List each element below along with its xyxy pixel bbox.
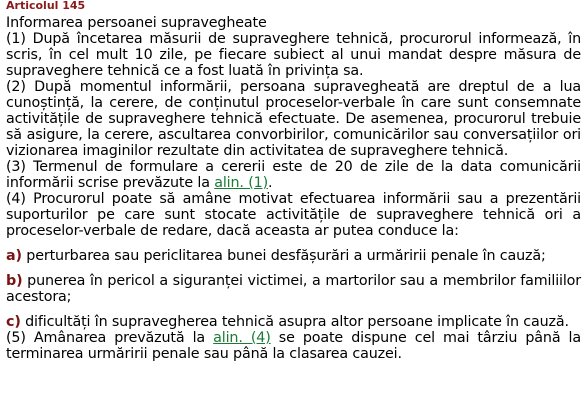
paragraph-3 xyxy=(6,159,581,191)
paragraph-5-text: (5) Amânarea prevăzută la xyxy=(6,330,214,346)
paragraph-1: (1) După încetarea măsurii de supraveghere tehnică, procurorul informează, în scris, în cel mult 10 zile, pe fiecare subiect al unui mandat despre măsura de supraveghere tehnică ce a fost luată în privința sa. xyxy=(6,31,581,79)
article-page xyxy=(6,0,581,362)
list-item-b-letter: b) xyxy=(6,273,23,289)
paragraph-3-text: (3) Termenul de formulare a cererii este de 20 de zile de la data comunicării informării scrise prevăzute la xyxy=(6,159,581,191)
paragraph-5 xyxy=(6,330,581,362)
list-item-c-letter: c) xyxy=(6,314,21,330)
list-item-c xyxy=(6,314,581,330)
list-item-a-text: perturbarea sau periclitarea bunei desfășurări a urmăririi penale în cauză; xyxy=(21,248,546,264)
article-title: Articolul 145 xyxy=(6,0,86,12)
paragraph-4: (4) Procurorul poate să amâne motivat efectuarea informării sau a prezentării suporturilor pe care sunt stocate activitățile de supraveghere tehnică ori a proceselor-verbale de redare, dacă aceasta ar putea conduce la: xyxy=(6,191,581,239)
paragraph-5-end: se poate dispune cel mai târziu până la terminarea urmăririi penale sau până la clasarea cauzei. xyxy=(6,330,581,362)
list-item-a-letter: a) xyxy=(6,248,22,264)
paragraph-2: (2) După momentul informării, persoana supravegheată are dreptul de a lua cunoștință, la cerere, de conținutul proceselor-verbale în care sunt consemnate activitățile de supraveghere tehnică efectuate. De asemenea, procurorul trebuie să asigure, la cerere, ascultarea convorbirilor, comunicărilor sau conversațiilor ori vizionarea imaginilor rezultate din activitatea de supraveghere tehnică. xyxy=(6,79,581,159)
paragraph-3-end: . xyxy=(268,175,273,191)
alin-4-link[interactable]: alin. (4) xyxy=(213,330,271,346)
list-item-c-text: dificultăți în supravegherea tehnică asupra altor persoane implicate în cauză. xyxy=(20,314,569,330)
list-item-b-text: punerea în pericol a siguranței victimei, a martorilor sau a membrilor familiilor acestora; xyxy=(6,273,581,305)
article-heading: Informarea persoanei supravegheate xyxy=(6,15,267,31)
list-item-b xyxy=(6,273,581,305)
alin-1-link[interactable]: alin. (1) xyxy=(214,175,269,191)
list-item-a xyxy=(6,248,581,264)
